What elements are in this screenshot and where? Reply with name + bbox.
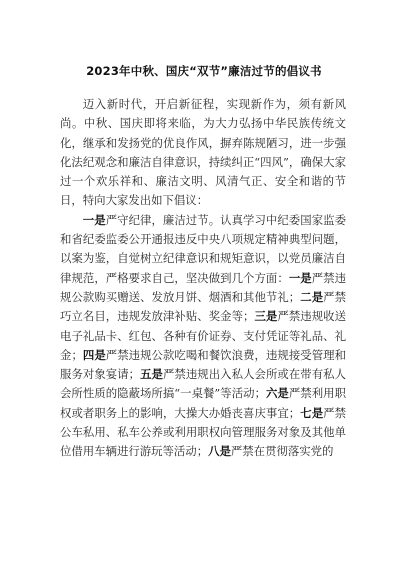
sub-item-text-4: 严禁违规公款吃喝和餐饮浪费，违规接受管理和服务对象宴请； xyxy=(60,347,346,382)
sub-item-text-1: 严禁违规公款购买赠送、发放月饼、烟酒和其他节礼； xyxy=(60,270,346,304)
item-one-lead: 一是 xyxy=(82,212,106,227)
intro-paragraph: 迈入新时代，开启新征程，实现新作为，须有新风尚。中秋、国庆即将来临，为大力弘扬中华民族传统文化，继承和发扬党的优良作风，摒弃陈规陋习，进一步强化法纪观念和廉洁自律意识，持续纠正“四风”，确保大家过一个欢乐祥和、廉洁文明、风清气正、安全和谐的节日，特向大家发出如下倡议： xyxy=(60,97,346,208)
sub-item-text-3: 严禁违规收送电子礼品卡、红包、各种有价证券、支付凭证等礼品、礼金； xyxy=(60,309,346,362)
sub-item-text-5: 严禁违规出入私人会所或在带有私人会所性质的隐蔽场所搞“一桌餐”等活动； xyxy=(60,367,346,401)
sub-item-lead-1: 一是 xyxy=(288,270,312,285)
sub-item-lead-8: 八是 xyxy=(208,444,231,459)
sub-item-text-2: 严禁巧立名目，违规发放津补贴、奖金等； xyxy=(60,289,346,324)
sub-item-lead-7: 七是 xyxy=(300,405,324,420)
item-one-text: 严守纪律，廉洁过节。认真学习中纪委国家监委和省纪委监委公开通报违反中央八项规定精神典型问题，以案为鉴，自觉树立纪律意识和规矩意识，以党员廉洁自律规范，严格要求自己，坚决做到几个方面： xyxy=(60,212,346,285)
sub-item-lead-4: 四是 xyxy=(82,347,106,362)
document-title: 2023年中秋、国庆“双节”廉洁过节的倡议书 xyxy=(86,64,322,78)
sub-item-text-8: 严禁在贯彻落实党的 xyxy=(230,444,334,459)
sub-item-lead-2: 二是 xyxy=(300,289,324,304)
item-one-paragraph xyxy=(60,211,346,462)
sub-item-lead-3: 三是 xyxy=(254,309,278,324)
sub-item-lead-6: 六是 xyxy=(265,386,289,401)
sub-item-text-6: 严禁利用职权或者职务上的影响，大操大办婚丧喜庆事宜； xyxy=(60,386,346,420)
sub-item-text-7: 严禁公车私用、私车公养或利用职权向管理服务对象及其他单位借用车辆进行游玩等活动； xyxy=(60,405,346,459)
sub-item-lead-5: 五是 xyxy=(140,367,163,382)
document-body xyxy=(60,95,346,462)
